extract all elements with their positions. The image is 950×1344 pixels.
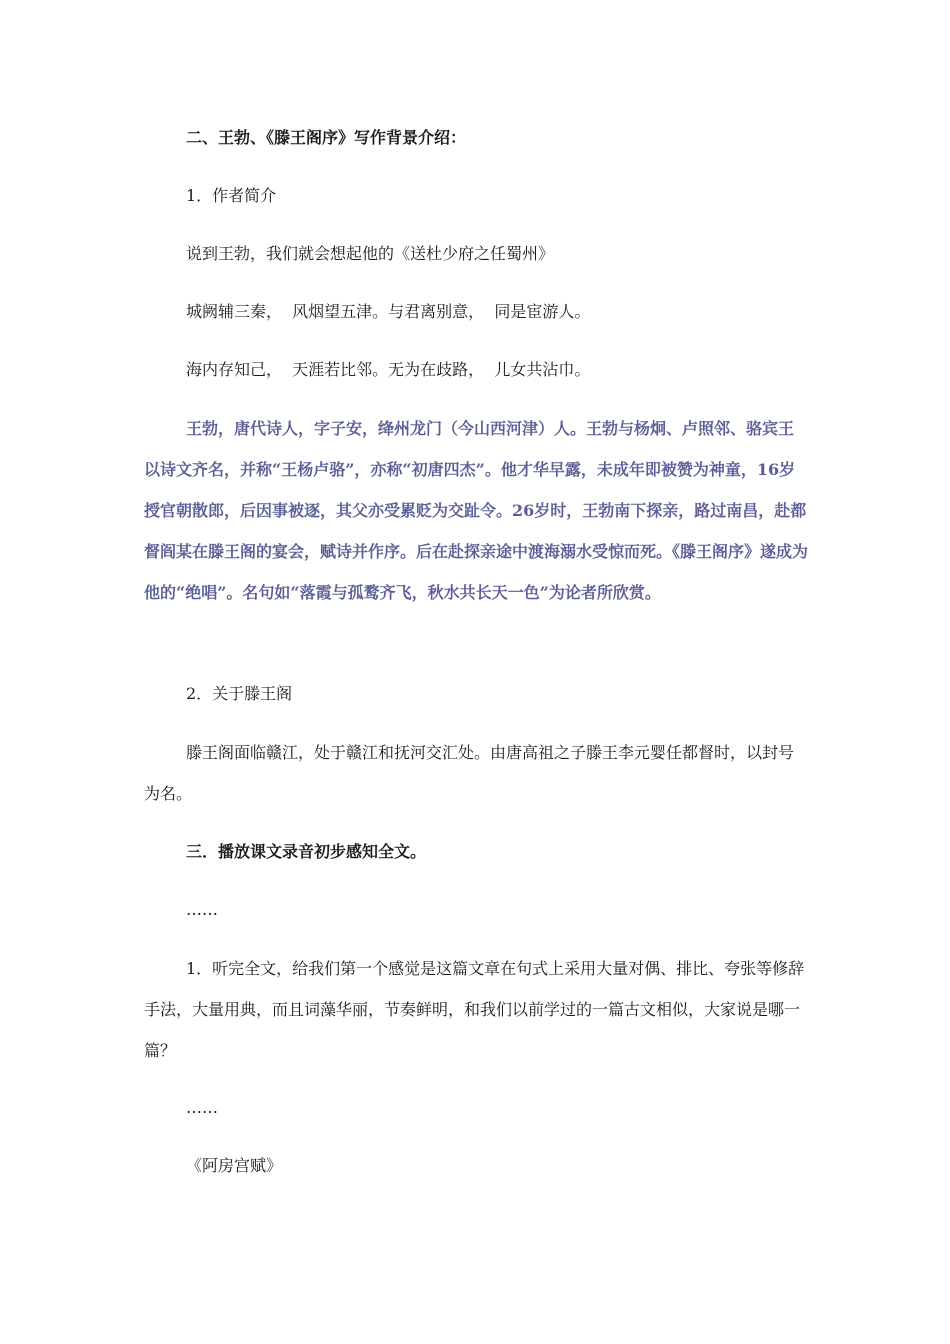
ellipsis-1: …… [186,900,218,919]
author-bio-paragraph: 王勃，唐代诗人，字子安，绛州龙门（今山西河津）人。王勃与杨炯、卢照邻、骆宾王以诗文齐名，并称“王杨卢骆”，亦称“初唐四杰”。他才华早露，未成年即被赞为神童，16岁授官朝散郎，后因事被逐，其父亦受累贬为交趾令。26岁时，王勃南下探亲，路过南昌，赴都督阎某在滕王阁的宴会，赋诗并作序。后在赴探亲途中渡海溺水受惊而死。《滕王阁序》遂成为他的“绝唱”。名句如“落霞与孤鹜齐飞，秋水共长天一色”为论者所欣赏。 [144,419,809,602]
question-paragraph: 1．听完全文，给我们第一个感觉是这篇文章在句式上采用大量对偶、排比、夸张等修辞手法，大量用典，而且词藻华丽，节奏鲜明，和我们以前学过的一篇古文相似，大家说是哪一篇？ [144,959,805,1060]
item-2-title: 2．关于滕王阁 [186,684,293,703]
ellipsis-2: …… [186,1098,218,1117]
item-1-title: 1．作者简介 [186,186,277,205]
pavilion-paragraph: 滕王阁面临赣江，处于赣江和抚河交汇处。由唐高祖之子滕王李元婴任都督时，以封号为名。 [144,743,795,803]
intro-line: 说到王勃，我们就会想起他的《送杜少府之任蜀州》 [186,244,555,263]
poem-line-1: 城阙辅三秦， 风烟望五津。与君离别意， 同是宦游人。 [186,302,591,321]
answer-line: 《阿房宫赋》 [186,1156,283,1175]
section-3-heading: 三．播放课文录音初步感知全文。 [186,842,427,861]
section-2-heading: 二、王勃、《滕王阁序》写作背景介绍： [186,128,467,147]
poem-line-2: 海内存知己， 天涯若比邻。无为在歧路， 儿女共沾巾。 [186,360,591,379]
